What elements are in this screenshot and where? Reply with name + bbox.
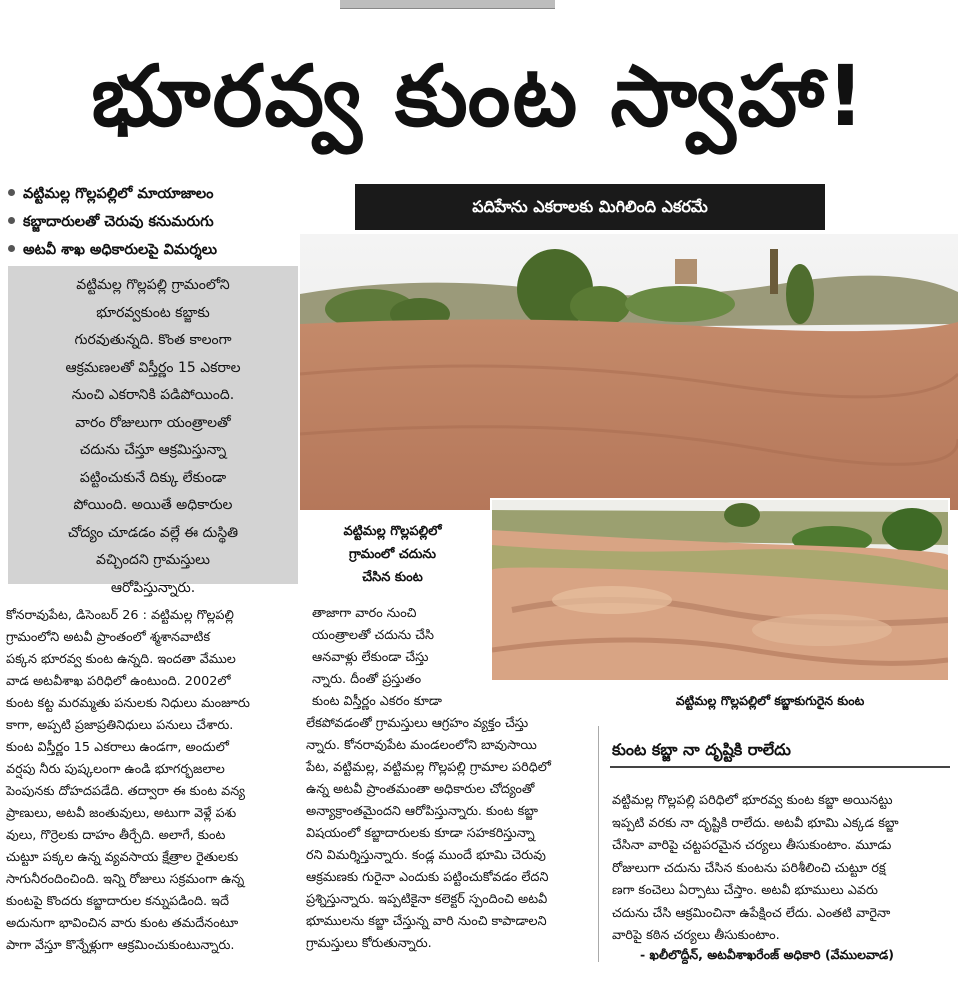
headline: భూరవ్వ కుంట స్వాహా! — [91, 47, 867, 145]
bullet-item: కబ్జాదారులతో చెరువు కనుమరుగు — [6, 208, 296, 236]
field-photo-main — [300, 234, 958, 510]
article-column-2-short: తాజాగా వారం నుంచి యంత్రాలతో చదును చేసి ఆనవాళ్లు లేకుండా చేస్తు న్నారు. దీంతో ప్రస్తుతం కుంట విస్తీర్ణం ఎకరం కూడా — [312, 606, 442, 709]
sidebar-signature: - ఖలీలొద్దీన్, అటవీశాఖరేంజ్ అధికారి (వేములవాడ) — [640, 947, 895, 962]
bullet-dot-icon — [8, 189, 15, 196]
highlight-text: వట్టిమల్ల గొల్లపల్లి గ్రామంలోని భూరవ్వకుంట కబ్జాకు గురవుతున్నది. కొంత కాలంగా ఆక్రమణలతో విస్తీర్ణం 15 ఎకరాల నుంచి ఎకరానికి పడిపోయింది. వారం రోజులుగా యంత్రాలతో చదును చేస్తూ ఆక్రమిస్తున్నా పట్టించుకునే దిక్కు లేకుండా పోయింది. అయితే అధికారుల చోద్యం చూడడం వల్లే ఈ దుస్థితి వచ్చిందని గ్రామస్తులు ఆరోపిస్తున్నారు. — [65, 277, 241, 596]
sidebar-text: వట్టిమల్ల గొల్లపల్లి పరిధిలో భూరవ్వ కుంట కబ్జా అయినట్టు ఇప్పటి వరకు నా దృష్టికి రాలేదు. అటవీ భూమి ఎక్కడ కబ్జా చేసినా వారిపై చట్టపరమైన చర్యలు తీసుకుంటాం. మూడు రోజులుగా చదును చేసిన కుంటను పరిశీలించి చుట్టూ రక్ష ణగా కంచెలు ఏర్పాటు చేస్తాం. అటవీ భూములు ఎవరు చదును చేసి ఆక్రమించినా ఉపేక్షించ లేదు. ఎంతటి వారైనా వారిపై కఠిన చర్యలు తీసుకుంటాం. — [612, 793, 899, 943]
article-column-1: కోనరావుపేట, డిసెంబర్ 26 : వట్టిమల్ల గొల్లపల్లి గ్రామంలోని అటవీ ప్రాంతంలో శ్మశానవాటిక పక్కన భూరవ్వ కుంట ఉన్నది. ఇందతా వేముల వాడ అటవీశాఖ పరిధిలో ఉంటుంది. 2002లో కుంట కట్ట మరమ్మతు పనులకు నిధులు మంజూరు కాగా, అప్పటి ప్రజాప్రతినిధులు పనులు చేశారు. కుంట విస్తీర్ణం 15 ఎకరాలు ఉండగా, అందులో వర్షపు నీరు పుష్కలంగా ఉండి భూగర్భజలాల పెంపునకు దోహదపడేది. తద్వారా ఈ కుంట వన్య ప్రాణులు, అటవీ జంతువులు, అటుగా వెళ్లే పశు వులు, గొర్రెలకు దాహం తీర్చేది. అలాగే, కుంట చుట్టూ పక్కల ఉన్న వ్యవసాయ క్షేత్రాల రైతులకు సాగునీరందించింది. ఇన్ని రోజులు సక్రమంగా ఉన్న కుంటపై కొందరు కబ్జాదారుల కన్నుపడింది. ఇదే అదునుగా భావించిన వారు కుంట తమదేనంటూ పాగా వేస్తూ కొన్నేళ్లుగా ఆక్రమించుకుంటున్నారు. — [6, 608, 250, 953]
article-column-2: తాజాగా వారం నుంచి యంత్రాలతో చదును చేసి ఆనవాళ్లు లేకుండా చేస్తు న్నారు. దీంతో ప్రస్తుతం కుంట విస్తీర్ణం ఎకరం కూడా లేకపోవడంతో గ్రామస్తులు ఆగ్రహం వ్యక్తం చేస్తు న్నారు. కోనరావుపేట మండలంలోని బావుసాయి పేట, వట్టిమల్ల, వట్టిమల్ల గొల్లపల్లి గ్రామాల పరిధిలో ఉన్న అటవీ ప్రాంతమంతా అధికారుల చోద్యంతో అన్యాక్రాంతమైందని ఆరోపిస్తున్నారు. కుంట కబ్జా విషయంలో కబ్జాదారులకు కూడా సహకరిస్తున్నా రని విమర్శిస్తున్నారు. కండ్ల ముందే భూమి చెరువు ఆక్రమణకు గురైనా ఎందుకు పట్టించుకోవడం లేదని ప్రశ్నిస్తున్నారు. ఇప్పటికైనా కలెక్టర్ స్పందించి అటవీ భూములను కబ్జా చేస్తున్న వారి నుంచి కాపాడాలని గ్రామస్తులు కోరుతున్నారు. — [306, 603, 592, 955]
top-photo-strip — [340, 0, 555, 9]
bullet-dot-icon — [8, 245, 15, 252]
bullet-item: వట్టిమల్ల గొల్లపల్లిలో మాయాజాలం — [6, 180, 296, 208]
photo-caption-main: వట్టిమల్ల గొల్లపల్లిలో గ్రామంలో చదును చేసిన కుంట — [343, 524, 442, 585]
column-divider — [598, 726, 599, 962]
sidebar-heading: కుంట కబ్జా నా దృష్టికి రాలేదు — [612, 740, 791, 759]
photo-caption-inset: వట్టిమల్ల గొల్లపల్లిలో కబ్జాకుగురైన కుంట — [675, 693, 865, 708]
bullet-list — [6, 180, 296, 264]
bullet-dot-icon — [8, 217, 15, 224]
sidebar-heading-rule — [610, 766, 950, 768]
bullet-item: అటవీ శాఖ అధికారులపై విమర్శలు — [6, 236, 296, 264]
field-photo-main-image — [300, 234, 958, 510]
subheadline-banner: పదిహేను ఎకరాలకు మిగిలింది ఎకరమే — [355, 184, 825, 230]
